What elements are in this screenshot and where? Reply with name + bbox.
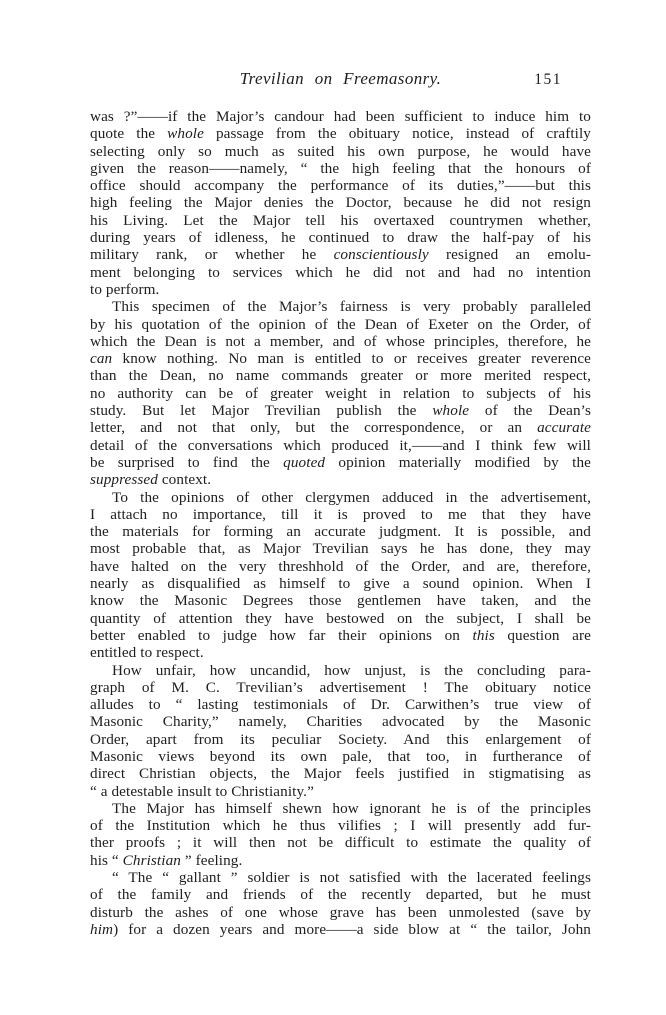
paragraph bbox=[90, 662, 591, 800]
text-line: know the Masonic Degrees those gentlemen have taken, and the bbox=[90, 592, 591, 610]
text-line: ment belonging to services which he did not and had no intention bbox=[90, 263, 591, 281]
text-line: nearly as disqualified as himself to give a sound opinion. When I bbox=[90, 575, 591, 593]
paragraph bbox=[90, 298, 591, 488]
paragraph bbox=[90, 869, 591, 938]
text-line: “ The “ gallant ” soldier is not satisfied with the lacerated feelings bbox=[112, 869, 591, 887]
text-line: direct Christian objects, the Major feels justified in stigmatising as bbox=[90, 765, 591, 783]
text-line: Order, apart from its peculiar Society. And this enlargement of bbox=[90, 730, 591, 748]
text-line: disturb the ashes of one whose grave has been unmolested (save by bbox=[90, 903, 591, 921]
text-line: better enabled to judge how far their opinions on this question are bbox=[90, 626, 591, 644]
text-line: high feeling the Major denies the Doctor, because he did not resign bbox=[90, 194, 591, 212]
text-line: suppressed context. bbox=[90, 471, 212, 489]
text-line: him) for a dozen years and more——a side blow at “ the tailor, John bbox=[90, 920, 591, 938]
text-line: which the Dean is not a member, and of whose principles, therefore, he bbox=[90, 332, 591, 350]
text-line: detail of the conversations which produced it,——and I think few will bbox=[90, 436, 591, 454]
text-line: given the reason——namely, “ the high feeling that the honours of bbox=[90, 159, 591, 177]
text-line: during years of idleness, he continued to draw the half-pay of his bbox=[90, 229, 591, 247]
text-line: The Major has himself shewn how ignorant he is of the principles bbox=[112, 799, 591, 817]
text-line: I attach no importance, till it is proved to me that they have bbox=[90, 505, 591, 523]
page-number: 151 bbox=[534, 71, 562, 88]
paragraph bbox=[90, 108, 591, 298]
text-line: This specimen of the Major’s fairness is very probably paralleled bbox=[112, 298, 591, 316]
paragraph bbox=[90, 800, 591, 869]
text-line: was ?”——if the Major’s candour had been sufficient to induce him to bbox=[90, 108, 591, 125]
text-line: most probable that, as Major Trevilian says he has done, they may bbox=[90, 540, 591, 558]
text-line: quote the whole passage from the obituary notice, instead of craftily bbox=[90, 125, 592, 143]
text-line: Masonic Charity,” namely, Charities advocated by the Masonic bbox=[90, 713, 591, 731]
text-line: How unfair, how uncandid, how unjust, is the concluding para- bbox=[112, 661, 591, 679]
text-line: can know nothing. No man is entitled to or receives greater reverence bbox=[90, 350, 591, 368]
text-line: ther proofs ; it will then not be difficult to estimate the quality of bbox=[90, 834, 591, 852]
text-line: “ a detestable insult to Christianity.” bbox=[90, 782, 314, 800]
text-line: his “ Christian ” feeling. bbox=[90, 851, 243, 869]
text-line: of the Institution which he thus vilifies ; I will presently add fur- bbox=[90, 817, 591, 835]
paragraph bbox=[90, 489, 591, 662]
text-line: study. But let Major Trevilian publish the whole of the Dean’s bbox=[90, 402, 591, 420]
text-line: of the family and friends of the recently departed, but he must bbox=[90, 886, 591, 904]
text-line: military rank, or whether he conscientiously resigned an emolu- bbox=[90, 246, 591, 264]
text-line: be surprised to find the quoted opinion materially modified by the bbox=[90, 453, 591, 471]
text-line: entitled to respect. bbox=[90, 644, 204, 662]
running-header: Trevilian on Freemasonry. bbox=[239, 69, 442, 88]
text-line: no authority can be of greater weight in relation to subjects of his bbox=[90, 384, 591, 402]
text-line: letter, and not that only, but the correspondence, or an accurate bbox=[90, 419, 591, 437]
text-line: by his quotation of the opinion of the Dean of Exeter on the Order, of bbox=[90, 315, 591, 333]
text-line: graph of M. C. Trevilian’s advertisement ! The obituary notice bbox=[90, 678, 591, 696]
text-line: have halted on the very threshhold of the Order, and are, therefore, bbox=[90, 557, 591, 575]
text-line: the materials for forming an accurate judgment. It is possible, and bbox=[90, 523, 591, 541]
text-line: to perform. bbox=[90, 280, 160, 298]
text-line: office should accompany the performance of its duties,”——but this bbox=[90, 177, 591, 195]
text-line: quantity of attention they have bestowed on the subject, I shall be bbox=[90, 609, 591, 627]
text-line: Masonic views beyond its own pale, that too, in furtherance of bbox=[90, 747, 591, 765]
text-line: selecting only so much as suited his own purpose, he would have bbox=[90, 142, 591, 160]
text-line: To the opinions of other clergymen adduced in the advertisement, bbox=[112, 488, 591, 506]
text-line: his Living. Let the Major tell his overtaxed countrymen whether, bbox=[90, 211, 591, 229]
text-line: than the Dean, no name commands greater or more merited respect, bbox=[90, 367, 591, 385]
text-line: alludes to “ lasting testimonials of Dr. Carwithen’s true view of bbox=[90, 696, 591, 714]
page-body bbox=[90, 108, 591, 938]
